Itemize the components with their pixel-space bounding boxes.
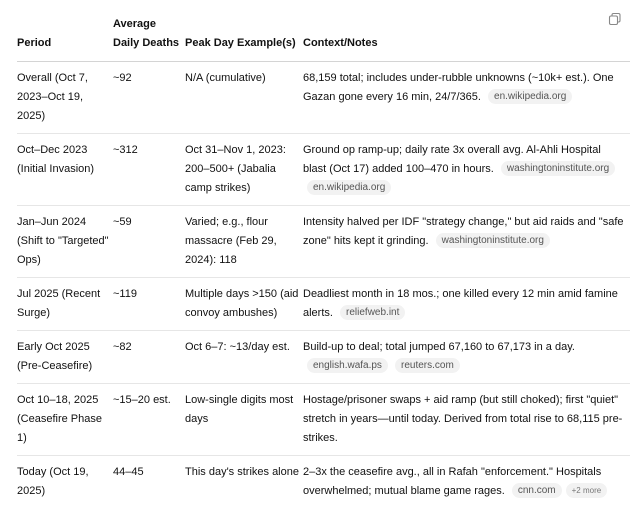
table-header-row [17, 0, 630, 61]
period-cell-text: Oct 10–18, 2025 (Ceasefire Phase 1) [17, 393, 102, 444]
notes-cell-text: Intensity halved per IDF "strategy change," but aid raids and "safe zone" hits kept it grinding. [303, 215, 624, 247]
period-cell [17, 330, 113, 383]
period-cell-text: Oct–Dec 2023 (Initial Invasion) [17, 143, 95, 175]
period-cell [17, 383, 113, 455]
table-row [17, 205, 630, 277]
notes-cell-text: 68,159 total; includes under-rubble unknowns (~10k+ est.). One Gazan gone every 16 min, 24/7/365. [303, 71, 614, 103]
average-deaths-cell [113, 277, 185, 330]
source-link[interactable]: en.wikipedia.org [307, 180, 391, 195]
peak-day-cell [185, 133, 303, 205]
average-deaths-cell-text: ~82 [113, 340, 132, 353]
notes-cell-text: Build-up to deal; total jumped 67,160 to 67,173 in a day. [303, 340, 575, 353]
source-link[interactable]: en.wikipedia.org [488, 89, 572, 104]
peak-day-cell-text: Low-single digits most days [185, 393, 294, 425]
peak-day-cell [185, 330, 303, 383]
notes-cell-text: 2–3x the ceasefire avg., all in Rafah "enforcement." Hospitals overwhelmed; mutual blame game rages. [303, 465, 602, 497]
average-deaths-cell-text: ~312 [113, 143, 138, 156]
notes-cell [303, 277, 630, 330]
average-deaths-cell-text: ~92 [113, 71, 132, 84]
period-cell [17, 61, 113, 133]
period-cell [17, 205, 113, 277]
source-link[interactable]: english.wafa.ps [307, 358, 388, 373]
table-row [17, 133, 630, 205]
peak-day-cell-text: Multiple days >150 (aid convoy ambushes) [185, 287, 299, 319]
period-cell-text: Overall (Oct 7, 2023–Oct 19, 2025) [17, 71, 88, 122]
average-deaths-cell-text: ~59 [113, 215, 132, 228]
more-sources-link[interactable]: +2 more [566, 483, 608, 498]
period-cell [17, 277, 113, 330]
notes-cell-text: Deadliest month in 18 mos.; one killed every 12 min amid famine alerts. [303, 287, 618, 319]
source-link[interactable]: washingtoninstitute.org [436, 233, 550, 248]
average-deaths-cell-text: ~119 [113, 287, 137, 300]
column-header-peak-day-examples: Peak Day Example(s) [185, 0, 303, 61]
peak-day-cell-text: Oct 31–Nov 1, 2023: 200–500+ (Jabalia camp strikes) [185, 143, 286, 194]
average-deaths-cell [113, 133, 185, 205]
table-row [17, 455, 630, 508]
peak-day-cell [185, 61, 303, 133]
notes-cell [303, 383, 630, 455]
period-cell-text: Jul 2025 (Recent Surge) [17, 287, 101, 319]
notes-cell-text: Hostage/prisoner swaps + aid ramp (but still choked); first "quiet" stretch in years—until today. Derived from total rise to 68,115 pre-strikes. [303, 393, 623, 444]
period-cell [17, 455, 113, 508]
column-header-period: Period [17, 0, 113, 61]
average-deaths-cell [113, 330, 185, 383]
source-link[interactable]: washingtoninstitute.org [501, 161, 615, 176]
column-header-context-notes: Context/Notes [303, 0, 630, 61]
table-row [17, 330, 630, 383]
table-row [17, 61, 630, 133]
peak-day-cell [185, 277, 303, 330]
table-row [17, 277, 630, 330]
source-link[interactable]: cnn.com [512, 483, 562, 498]
average-deaths-cell-text: ~15–20 est. [113, 393, 171, 406]
period-cell-text: Early Oct 2025 (Pre-Ceasefire) [17, 340, 93, 372]
peak-day-cell-text: This day's strikes alone [185, 465, 299, 478]
table-row [17, 383, 630, 455]
average-deaths-cell [113, 383, 185, 455]
data-table [17, 0, 630, 508]
peak-day-cell [185, 205, 303, 277]
notes-cell [303, 330, 630, 383]
peak-day-cell-text: Oct 6–7: ~13/day est. [185, 340, 290, 353]
notes-cell [303, 205, 630, 277]
average-deaths-cell [113, 205, 185, 277]
source-link[interactable]: reuters.com [395, 358, 460, 373]
notes-cell-text: Ground op ramp-up; daily rate 3x overall avg. Al-Ahli Hospital blast (Oct 17) added 100–470 in hours. [303, 143, 601, 175]
average-deaths-cell [113, 61, 185, 133]
notes-cell [303, 455, 630, 508]
period-cell [17, 133, 113, 205]
average-deaths-cell-text: 44–45 [113, 465, 144, 478]
average-deaths-cell [113, 455, 185, 508]
peak-day-cell [185, 383, 303, 455]
source-link[interactable]: reliefweb.int [340, 305, 405, 320]
notes-cell [303, 61, 630, 133]
peak-day-cell [185, 455, 303, 508]
peak-day-cell-text: Varied; e.g., flour massacre (Feb 29, 2024): 118 [185, 215, 277, 266]
period-cell-text: Today (Oct 19, 2025) [17, 465, 89, 497]
period-cell-text: Jan–Jun 2024 (Shift to "Targeted" Ops) [17, 215, 109, 266]
notes-cell [303, 133, 630, 205]
peak-day-cell-text: N/A (cumulative) [185, 71, 266, 84]
column-header-average-daily-deaths: Average Daily Deaths [113, 0, 185, 61]
